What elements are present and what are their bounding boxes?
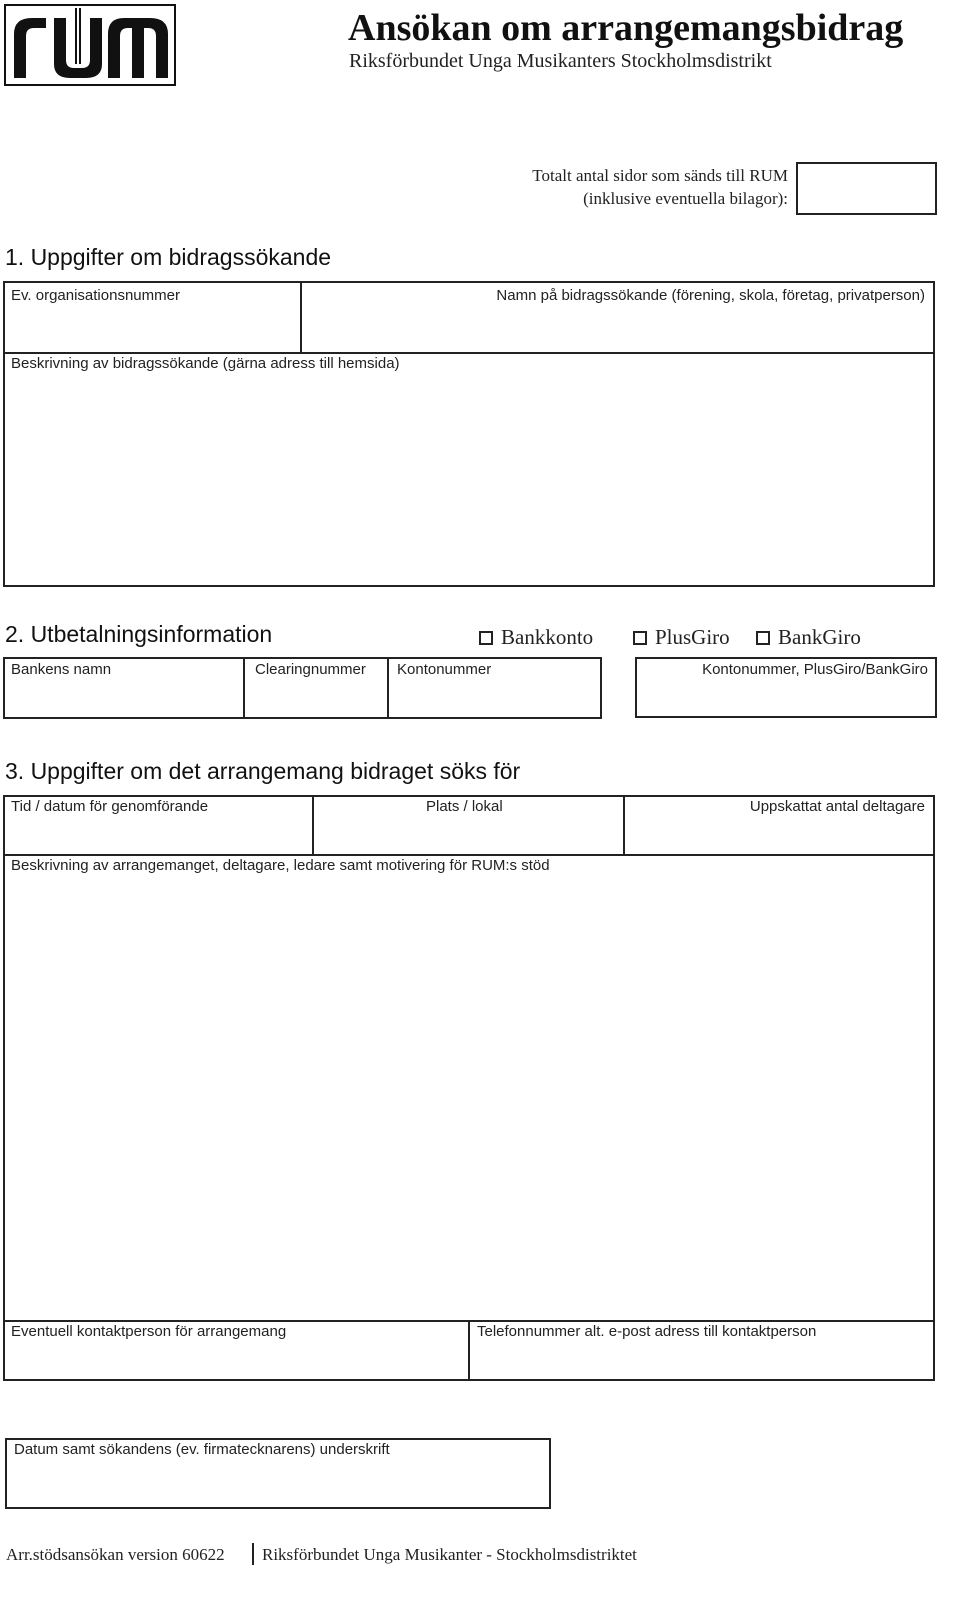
event-description-label: Beskrivning av arrangemanget, deltagare, ledare samt motivering för RUM:s stöd — [11, 857, 550, 874]
applicant-description-field[interactable] — [5, 354, 933, 585]
footer-org: Riksförbundet Unga Musikanter - Stockholmsdistriktet — [262, 1545, 637, 1564]
section3-heading: 3. Uppgifter om det arrangemang bidraget söks för — [5, 758, 521, 784]
place-label: Plats / lokal — [426, 798, 503, 815]
clearing-number-label: Clearingnummer — [255, 661, 366, 678]
bankgiro-checkbox[interactable] — [756, 631, 770, 645]
applicant-name-label: Namn på bidragssökande (förening, skola, företag, privatperson) — [496, 287, 925, 304]
bankkonto-checkbox[interactable] — [479, 631, 493, 645]
footer-version: Arr.stödsansökan version 60622 — [6, 1545, 225, 1564]
org-number-label: Ev. organisationsnummer — [11, 287, 180, 304]
time-date-label: Tid / datum för genomförande — [11, 798, 209, 815]
section2-heading: 2. Utbetalningsinformation — [5, 621, 273, 647]
bank-name-label: Bankens namn — [11, 661, 112, 678]
giro-account-label: Kontonummer, PlusGiro/BankGiro — [702, 661, 928, 678]
plusgiro-checkbox[interactable] — [633, 631, 647, 645]
pages-total-label-line2: (inklusive eventuella bilagor): — [583, 189, 788, 208]
participants-label: Uppskattat antal deltagare — [749, 798, 925, 815]
bankgiro-label: BankGiro — [778, 625, 861, 649]
contact-info-label: Telefonnummer alt. e-post adress till kontaktperson — [477, 1323, 817, 1340]
bankkonto-label: Bankkonto — [501, 625, 594, 649]
applicant-description-label: Beskrivning av bidragssökande (gärna adress till hemsida) — [11, 355, 400, 372]
event-description-field[interactable] — [5, 856, 933, 1320]
pages-total-label-line1: Totalt antal sidor som sänds till RUM — [532, 166, 788, 185]
option-bankkonto[interactable] — [479, 625, 593, 650]
pages-total-field[interactable] — [796, 162, 937, 215]
footer-separator — [252, 1543, 254, 1565]
signature-label: Datum samt sökandens (ev. firmatecknarens) underskrift — [14, 1441, 390, 1458]
form-title: Ansökan om arrangemangsbidrag — [348, 7, 904, 49]
contact-person-label: Eventuell kontaktperson för arrangemang — [11, 1323, 287, 1340]
rum-logo — [4, 4, 176, 86]
option-plusgiro[interactable] — [633, 625, 730, 650]
option-bankgiro[interactable] — [756, 625, 861, 650]
form-subtitle: Riksförbundet Unga Musikanters Stockholmsdistrikt — [349, 50, 772, 72]
account-number-label: Kontonummer — [397, 661, 492, 678]
plusgiro-label: PlusGiro — [655, 625, 730, 649]
section1-heading: 1. Uppgifter om bidragssökande — [5, 244, 332, 270]
rum-logo-graphic — [4, 4, 176, 86]
